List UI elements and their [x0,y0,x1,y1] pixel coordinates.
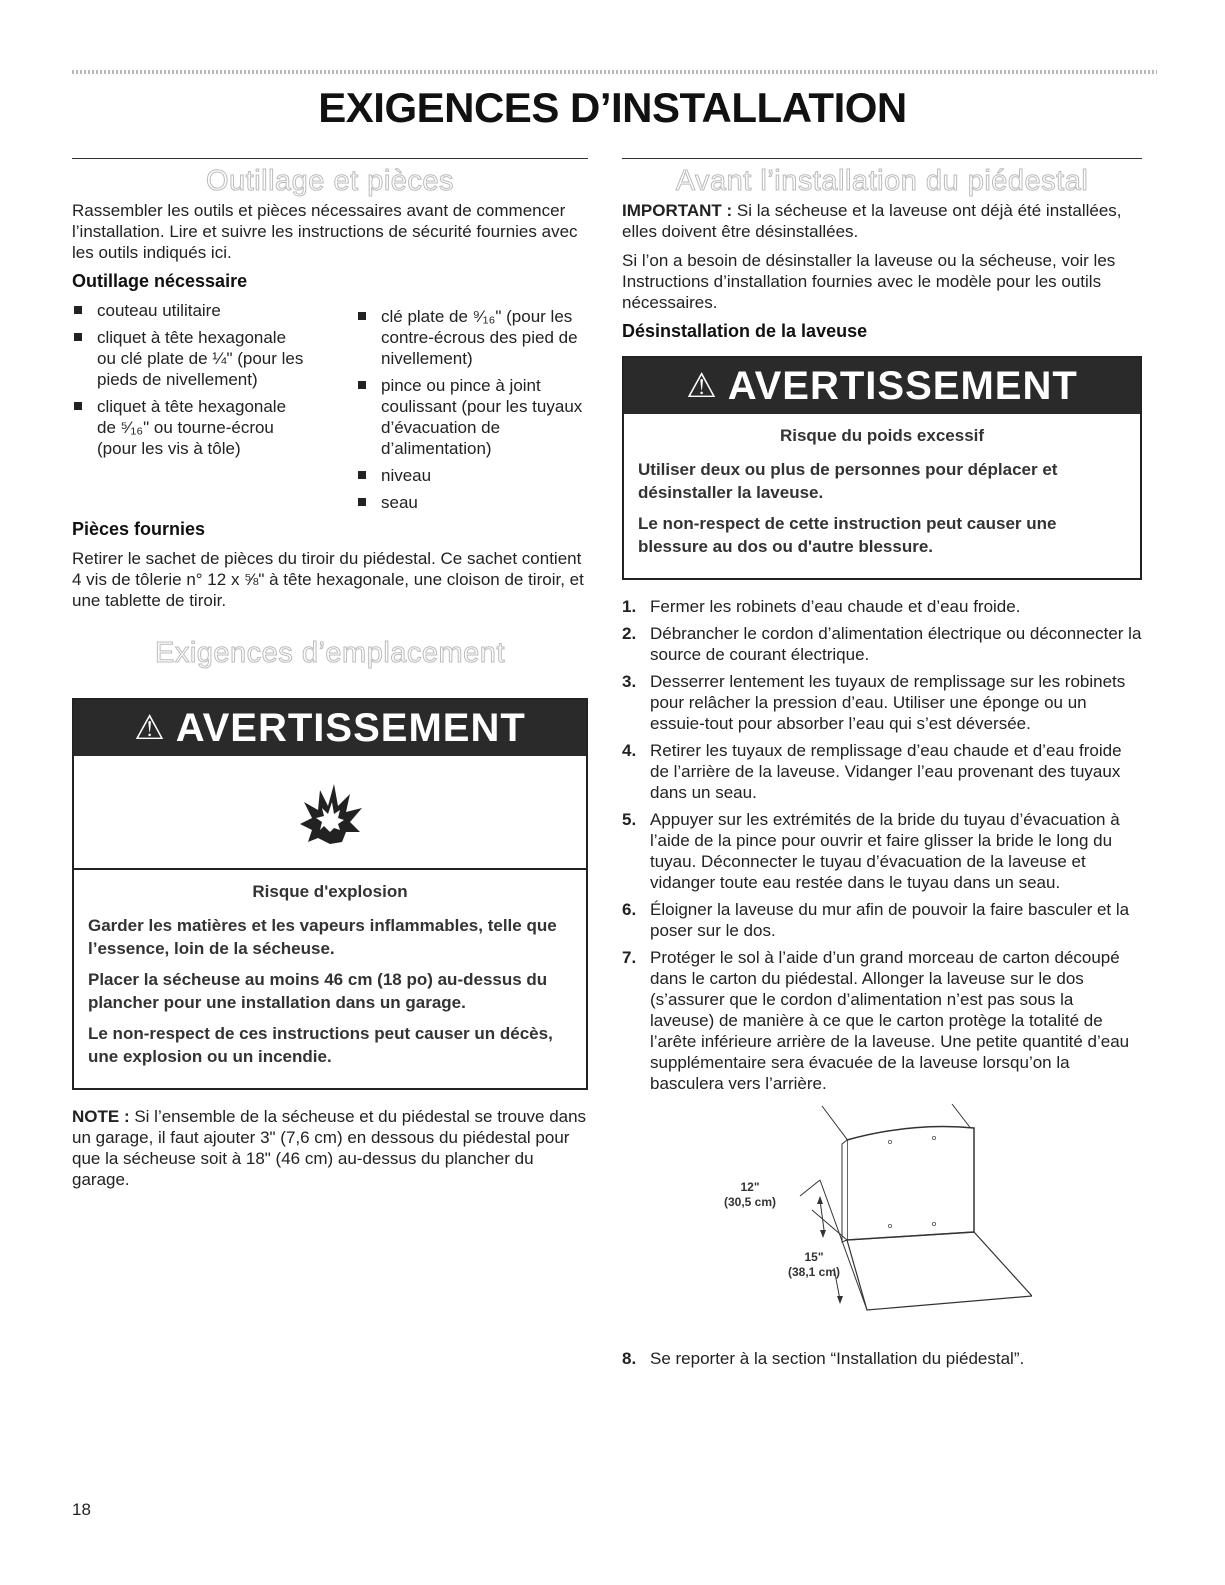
note-paragraph [72,1106,588,1190]
dimension-cm: (38,1 cm) [788,1265,841,1279]
warning-text: Utiliser deux ou plus de personnes pour déplacer et désinstaller la laveuse. [638,460,1058,502]
right-column [622,158,1142,1375]
tools-intro: Rassembler les outils et pièces nécessaires avant de commencer l’installation. Lire et suivre les instructions de sécurité fournies avec les outils indiqués ici. [72,201,578,262]
warning-box-explosion [72,698,588,1090]
step-number: 2. [622,624,637,643]
warning-body [624,414,1140,578]
important-label: IMPORTANT : [622,201,733,220]
list-item: couteau utilitaire [72,300,304,321]
list-item: pince ou pince à joint coulissant (pour les tuyaux d’évacuation de d’alimentation) [356,375,588,459]
tools-list-right [356,306,588,519]
warning-header-label: AVERTISSEMENT [727,363,1078,408]
note-label: NOTE : [72,1107,130,1126]
step-text: Éloigner la laveuse du mur afin de pouvoir la faire basculer et la poser sur le dos. [650,900,1130,940]
step-text: Débrancher le cordon d’alimentation électrique ou déconnecter la source de courant électrique. [650,624,1142,664]
list-item: clé plate de ⁹⁄₁₆" (pour les contre-écrous des pied de nivellement) [356,306,588,369]
step-text: Appuyer sur les extrémités de la bride du tuyau d’évacuation à l’aide de la pince pour ouvrir et faire glisser la bride le long du tuyau. Déconnecter le tuyau d’évacuation de la laveuse et vidanger toute eau restée dans le tuyau dans un seau. [650,810,1120,892]
step-number: 3. [622,672,637,691]
top-dotted-rule [72,70,1157,74]
left-column [72,158,588,1198]
step-number: 7. [622,948,637,967]
explosion-icon-area [74,756,586,870]
dimension-inches: 12" [740,1180,760,1194]
warning-title: Risque d'explosion [252,882,408,901]
washer-illustration [702,1100,1032,1340]
uninstall-info: Si l’on a besoin de désinstaller la laveuse ou la sécheuse, voir les Instructions d’installation fournies avec le modèle pour les outils nécessaires. [622,251,1116,312]
list-item [622,740,1142,803]
dimension-label-15in [788,1250,840,1280]
parts-heading: Pièces fournies [72,519,206,539]
warning-body [74,870,586,1088]
important-text: Si la sécheuse et la laveuse ont déjà été installées, elles doivent être désinstallées. [622,201,1122,241]
step-text: Fermer les robinets d’eau chaude et d’eau froide. [650,597,1021,616]
step-number: 4. [622,741,637,760]
section-title-location: Exigences d’emplacement [154,637,505,669]
warning-text: Le non-respect de cette instruction peut causer une blessure au dos ou d'autre blessure. [638,514,1057,556]
step-number: 8. [622,1349,637,1368]
dimension-label-12in [724,1180,776,1210]
tools-list-left [72,300,304,519]
steps-list-end [622,1348,1142,1369]
tools-list [72,300,588,519]
section-rule [72,158,588,159]
list-item [622,596,1142,617]
list-item: cliquet à tête hexagonale ou clé plate de ¼" (pour les pieds de nivellement) [72,327,304,390]
page-number: 18 [72,1500,91,1519]
dimension-inches: 15" [804,1250,824,1264]
step-text: Retirer les tuyaux de remplissage d’eau chaude et d’eau froide de l’arrière de la laveuse. Vidanger l’eau provenant des tuyaux dans un seau. [650,741,1122,802]
step-number: 6. [622,900,637,919]
section-rule [622,158,1142,159]
list-item [622,623,1142,665]
note-text: Si l’ensemble de la sécheuse et du piédestal se trouve dans un garage, il faut ajouter 3" (7,6 cm) en dessous du piédestal pour que la sécheuse soit à 18" (46 cm) au-dessus du plancher du garage. [72,1107,587,1189]
list-item [622,809,1142,893]
list-item [622,899,1142,941]
warning-text: Garder les matières et les vapeurs inflammables, telle que l’essence, loin de la sécheuse. [88,916,557,958]
warning-text: Placer la sécheuse au moins 46 cm (18 po) au-dessus du plancher pour une installation dans un garage. [88,970,548,1012]
warning-header [74,700,586,756]
dimension-cm: (30,5 cm) [724,1195,777,1209]
important-paragraph [622,200,1142,242]
warning-title: Risque du poids excessif [779,426,985,445]
parts-text: Retirer le sachet de pièces du tiroir du piédestal. Ce sachet contient 4 vis de tôlerie n° 12 x ⅝" à tête hexagonale, une cloison de tiroir, et une tablette de tiroir. [72,549,584,610]
warning-header [624,358,1140,414]
list-item: seau [356,492,588,513]
section-title-tools-parts: Outillage et pièces [205,165,455,197]
list-item: cliquet à tête hexagonale de ⁵⁄₁₆" ou tourne-écrou (pour les vis à tôle) [72,396,304,459]
uninstall-heading: Désinstallation de la laveuse [622,321,868,341]
step-text: Protéger le sol à l’aide d’un grand morceau de carton découpé dans le carton du piédestal. Allonger la laveuse sur le dos (s’assurer que le cordon d’alimentation n’est pas sous la laveuse) de manière à ce que le carton protège la totalité de l’arête inférieure arrière de la laveuse. Une petite quantité d’eau supplémentaire sera évacuée de la laveuse lorsqu’on la basculera vers l’arrière. [650,948,1130,1093]
list-item [622,947,1142,1094]
step-text: Se reporter à la section “Installation du piédestal”. [650,1349,1025,1368]
explosion-icon [290,772,370,852]
washer-on-back-diagram [622,1100,1142,1340]
warning-triangle-icon: ⚠ [134,709,166,747]
warning-header-label: AVERTISSEMENT [175,705,526,750]
step-number: 5. [622,810,637,829]
warning-box-weight [622,356,1142,580]
section-title-before-install: Avant l’installation du piédestal [675,165,1089,197]
list-item: niveau [356,465,588,486]
list-item [622,671,1142,734]
warning-text: Le non-respect de ces instructions peut causer un décès, une explosion ou un incendie. [88,1024,553,1066]
step-number: 1. [622,597,637,616]
page-title: EXIGENCES D’INSTALLATION [318,84,907,131]
steps-list [622,596,1142,1094]
warning-triangle-icon: ⚠ [686,367,718,405]
step-text: Desserrer lentement les tuyaux de remplissage sur les robinets pour relâcher la pression d’eau. Utiliser une éponge ou un essuie-tout pour absorber l’eau qui s’est déversée. [650,672,1126,733]
list-item [622,1348,1142,1369]
tools-heading: Outillage nécessaire [72,271,248,291]
